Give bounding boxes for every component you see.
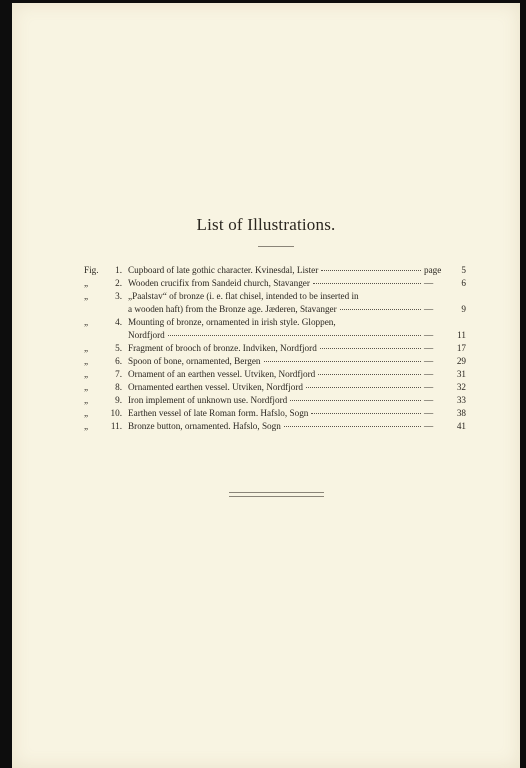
figure-number: 5. [115,343,122,353]
dot-leader [321,270,421,271]
figure-number: 10. [110,408,122,418]
figure-description [128,368,466,381]
page-reference [424,394,466,407]
page-number: 11 [457,330,466,340]
dot-leader [340,309,421,310]
figure-description [128,355,466,368]
page-reference [424,342,466,355]
page-prefix: — [424,356,434,366]
figure-number: 7. [115,369,122,379]
list-item [84,368,466,381]
closing-double-rule [229,492,324,497]
dot-leader [320,348,421,349]
dot-leader [264,361,421,362]
page-reference [424,368,466,381]
page-number: 9 [461,304,466,314]
page-reference [424,355,466,368]
figure-description [128,420,466,433]
page-prefix: page [424,265,442,275]
description-text: Bronze button, ornamented. Hafslo, Sogn [128,421,281,431]
description-text: Spoon of bone, ornamented, Bergen [128,356,261,366]
figure-marker: „ [84,356,89,366]
page-number: 33 [456,395,466,405]
figure-description [128,342,466,355]
page-reference [424,420,466,433]
description-text: Ornamented earthen vessel. Utviken, Nordfjord [128,382,304,392]
list-item [84,355,466,368]
list-item [84,316,466,342]
description-line [128,329,466,342]
dot-leader [284,426,421,427]
dot-leader [168,335,421,336]
figure-marker: „ [84,278,89,288]
figure-description [128,381,466,394]
description-line [128,381,466,394]
page-prefix: — [424,408,434,418]
description-text: Cupboard of late gothic character. Kvinesdal, Lister [128,265,319,275]
list-item [84,420,466,433]
figure-number: 1. [115,265,122,275]
page-prefix: — [424,330,434,340]
list-item [84,290,466,316]
page-reference [424,381,466,394]
figure-description [128,277,466,290]
figure-marker: „ [84,369,89,379]
page-number: 17 [456,343,466,353]
page-reference [424,264,466,277]
dot-leader [313,283,421,284]
description-line [128,316,466,329]
figure-number: 9. [115,395,122,405]
description-text: Iron implement of unknown use. Nordfjord [128,395,288,405]
description-line [128,264,466,277]
figure-description [128,290,466,316]
figure-number: 3. [115,291,122,301]
page-prefix: — [424,395,434,405]
description-line [128,303,466,316]
page-reference [424,407,466,420]
figure-description [128,407,466,420]
figure-marker: „ [84,317,89,327]
page-prefix: — [424,382,434,392]
list-item [84,264,466,277]
description-text: Nordfjord [128,330,165,340]
figure-marker: „ [84,395,89,405]
figure-number: 2. [115,278,122,288]
page-number: 38 [456,408,466,418]
description-line [128,277,466,290]
figure-description [128,264,466,277]
dot-leader [311,413,421,414]
figure-description [128,316,466,342]
description-text: Mounting of bronze, ornamented in irish style. Gloppen, [128,317,336,327]
dot-leader [318,374,421,375]
list-item [84,394,466,407]
list-item [84,407,466,420]
description-line [128,290,466,303]
title-divider [258,246,294,247]
figure-marker: „ [84,382,89,392]
figure-number: 11. [110,421,122,431]
illustrations-list [84,264,466,433]
page-reference [424,277,466,290]
figure-marker: Fig. [84,265,99,275]
page-prefix: — [424,304,434,314]
description-line [128,355,466,368]
description-line [128,394,466,407]
page-number: 31 [456,369,466,379]
page-title: List of Illustrations. [196,215,336,234]
page-number: 29 [456,356,466,366]
list-item [84,381,466,394]
description-text: a wooden haft) from the Bronze age. Jæderen, Stavanger [128,304,337,314]
figure-description [128,394,466,407]
description-line [128,420,466,433]
page-reference [424,303,466,316]
description-line [128,342,466,355]
description-line [128,407,466,420]
description-text: Ornament of an earthen vessel. Utviken, Nordfjord [128,369,316,379]
figure-marker: „ [84,421,89,431]
page-number: 6 [461,278,466,288]
book-page [12,3,520,768]
description-text: Wooden crucifix from Sandeid church, Stavanger [128,278,310,288]
description-text: Earthen vessel of late Roman form. Hafslo, Sogn [128,408,309,418]
figure-number: 4. [115,317,122,327]
description-text: Fragment of brooch of bronze. Indviken, Nordfjord [128,343,317,353]
page-number: 32 [456,382,466,392]
page-number: 41 [456,421,466,431]
figure-marker: „ [84,343,89,353]
page-prefix: — [424,343,434,353]
page-reference [424,329,466,342]
page-number: 5 [461,265,466,275]
description-line [128,368,466,381]
page-prefix: — [424,278,434,288]
dot-leader [306,387,421,388]
page-prefix: — [424,369,434,379]
description-text: „Paalstav“ of bronze (i. e. flat chisel, intended to be inserted in [128,291,359,301]
figure-number: 8. [115,382,122,392]
list-item [84,342,466,355]
figure-marker: „ [84,408,89,418]
figure-marker: „ [84,291,89,301]
dot-leader [290,400,421,401]
list-item [84,277,466,290]
page-prefix: — [424,421,434,431]
figure-number: 6. [115,356,122,366]
